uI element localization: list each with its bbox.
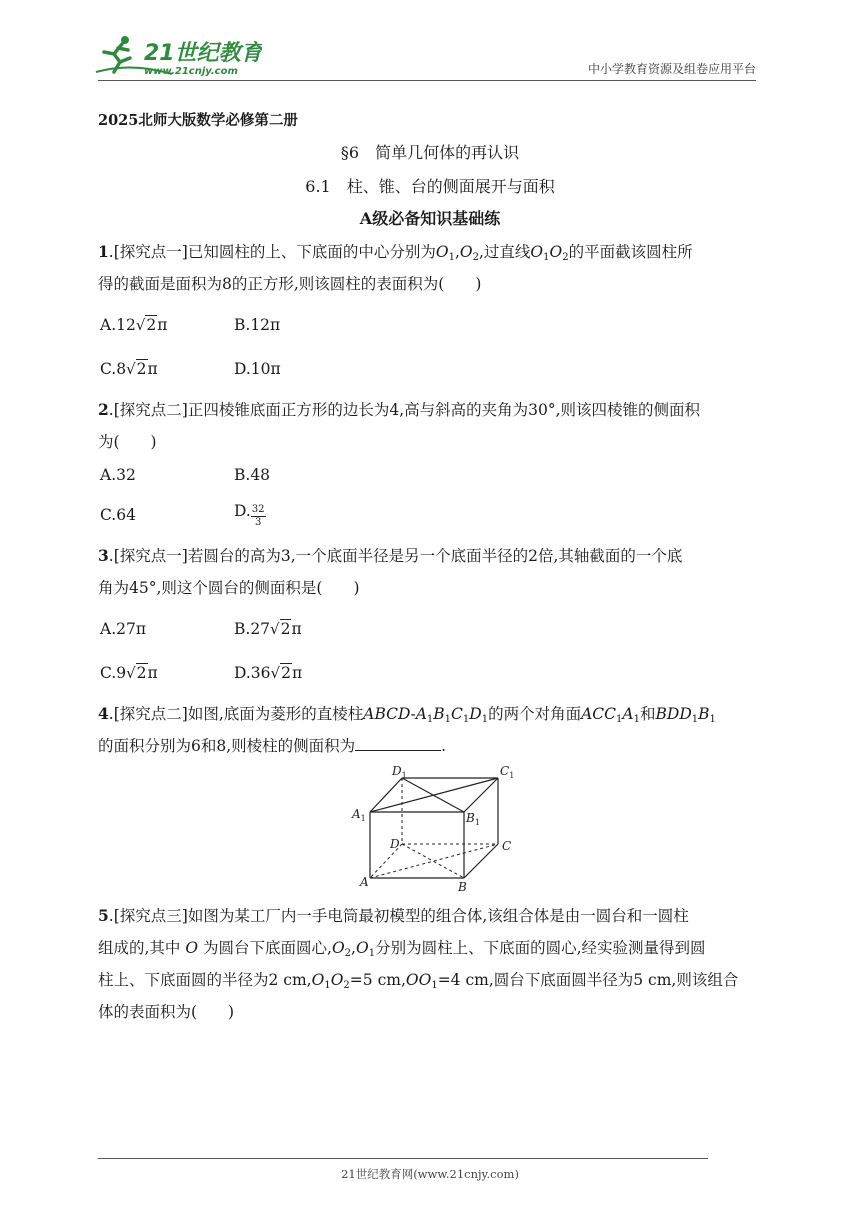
level-title: A级必备知识基础练 (359, 209, 501, 228)
label-a: A (360, 875, 369, 889)
label-d1: $D_1$ (392, 764, 407, 780)
label-c1: $C_1$ (500, 764, 515, 780)
answer-blank[interactable] (355, 736, 441, 751)
label-a1: $A_1$ (352, 807, 366, 823)
option-d[interactable]: D. $\frac{32}{3}$ (234, 502, 265, 528)
option-b[interactable]: B.12π (234, 316, 281, 334)
question-4: 4.[探究点二]如图,底面为菱形的直棱柱ABCD-$A_1B_1C_1D_1$的两个对角面$ACC_1A_1$和$BDD_1B_1$ 的面积分别为6和8,则棱柱的侧面积为 . (98, 704, 716, 755)
option-a[interactable]: A.27π (100, 620, 147, 638)
question-1: 1.[探究点一]已知圆柱的上、下底面的中心分别为$O_1,O_2$,过直线$O_1O_2$的平面截该圆柱所 得的截面是面积为8的正方形,则该圆柱的表面积为( ) (98, 242, 693, 293)
option-c[interactable]: C.8√2π (100, 360, 158, 378)
option-b[interactable]: B.27√2π (234, 620, 302, 638)
question-number: 3 (98, 546, 109, 565)
prism-figure (340, 764, 520, 898)
section-title: §6 简单几何体的再认识 (340, 143, 520, 162)
logo-url: www.21cnjy.com (144, 66, 238, 77)
header-divider (98, 80, 756, 81)
platform-name: 中小学教育资源及组卷应用平台 (587, 62, 756, 76)
question-number: 4 (98, 704, 109, 723)
question-5: 5.[探究点三]如图为某工厂内一手电筒最初模型的组合体,该组合体是由一圆台和一圆柱 组成的,其中 O 为圆台下底面圆心$,O_2,O_1$分别为圆柱上、下底面的圆心,经实验测量得到圆 柱上、下底面圆的半径为2 $cm,O_1O_2=5$ $cm,OO_1=4$ cm,圆台下底面圆半径为5 cm,则该组合 体的表面积为( ) (98, 906, 739, 1021)
label-b1: $B_1$ (466, 811, 480, 827)
label-d: D (390, 837, 400, 851)
footer-divider (98, 1158, 708, 1159)
question-3: 3.[探究点一]若圆台的高为3,一个底面半径是另一个底面半径的2倍,其轴截面的一个底 角为45°,则这个圆台的侧面积是( ) (98, 546, 683, 597)
logo-text: 21世纪教育 (144, 41, 262, 66)
label-b: B (458, 880, 467, 894)
subsection-title: 6.1 柱、锥、台的侧面展开与面积 (305, 177, 555, 196)
footer-link[interactable]: 21世纪教育网(www.21cnjy.com) (341, 1167, 519, 1181)
option-d[interactable]: D.10π (234, 360, 281, 378)
book-title: 2025北师大版数学必修第二册 (98, 112, 298, 129)
question-number: 1 (98, 242, 109, 261)
question-2: 2.[探究点二]正四棱锥底面正方形的边长为4,高与斜高的夹角为30°,则该四棱锥的侧面积 为( ) (98, 400, 701, 451)
option-b[interactable]: B.48 (234, 466, 271, 484)
option-c[interactable]: C.64 (100, 506, 136, 524)
question-number: 5 (98, 906, 109, 925)
option-a[interactable]: A.32 (100, 466, 136, 484)
option-c[interactable]: C.9√2π (100, 664, 158, 682)
option-d[interactable]: D.36√2π (234, 664, 303, 682)
question-number: 2 (98, 400, 109, 419)
label-c: C (502, 839, 512, 853)
site-logo (92, 32, 262, 84)
option-a[interactable]: A.12√2π (100, 316, 168, 334)
